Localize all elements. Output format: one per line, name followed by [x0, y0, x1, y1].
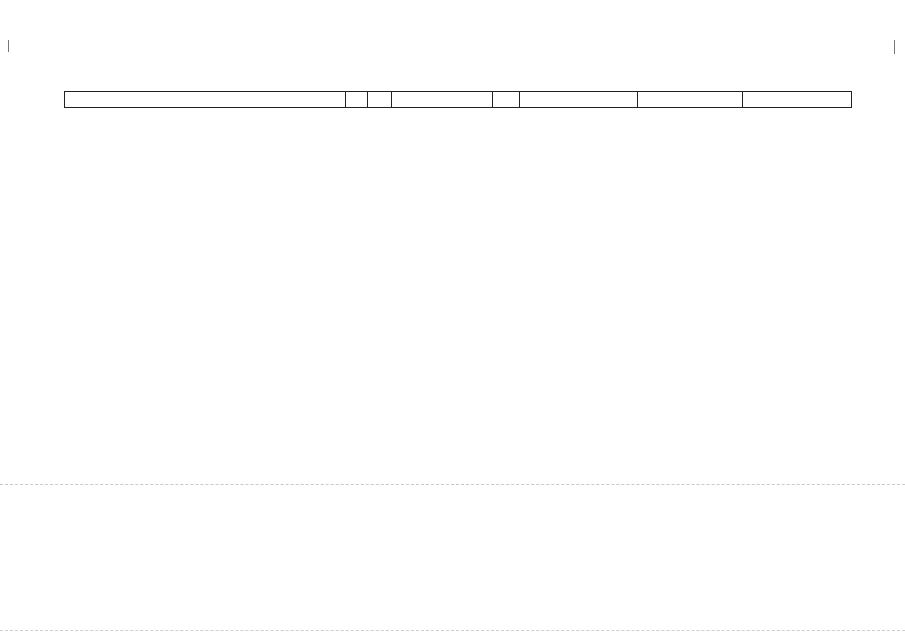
scan-artifact-line — [0, 484, 905, 485]
table-header — [64, 91, 852, 108]
header-col-7 — [638, 92, 744, 107]
header-col-5 — [493, 92, 520, 107]
scan-artifact-line-bottom — [0, 630, 905, 631]
header-col-1 — [65, 92, 346, 107]
header-col-3 — [368, 92, 392, 107]
header-col-6 — [520, 92, 638, 107]
header-col-4 — [392, 92, 493, 107]
scan-margin-mark-left — [8, 40, 9, 52]
header-col-2 — [346, 92, 368, 107]
scan-margin-mark-right — [894, 40, 895, 54]
header-col-8 — [743, 92, 851, 107]
